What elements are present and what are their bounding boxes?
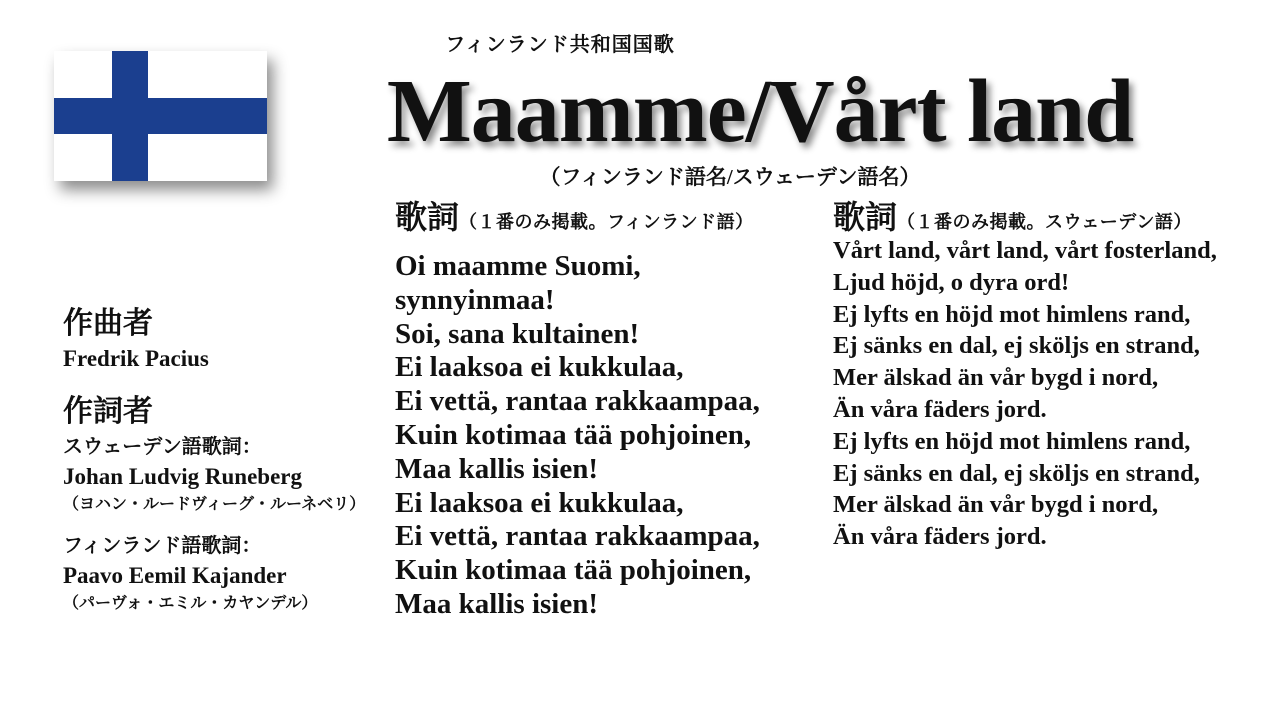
lyric-line: Oi maamme Suomi, <box>395 250 641 282</box>
lyric-line: Mer älskad än vår bygd i nord, <box>833 491 1159 519</box>
title-note: （フィンランド語名/スウェーデン語名） <box>539 165 921 189</box>
composer-name: Fredrik Pacius <box>63 346 209 371</box>
lyric-line: Ljud höjd, o dyra ord! <box>833 268 1070 296</box>
lyric-line: Kuin kotimaa tää pohjoinen, <box>395 418 752 451</box>
lyric-line: Än våra fäders jord. <box>833 523 1047 551</box>
swedish-lyricist-name: Johan Ludvig Runeberg <box>63 464 303 489</box>
finnish-lyricist-reading: （パーヴォ・エミル・カヤンデル） <box>63 595 318 612</box>
lyric-line: Mer älskad än vår bygd i nord, <box>833 364 1159 392</box>
finland-flag <box>54 51 267 181</box>
finnish-lyricist-label: フィンランド語歌詞： <box>63 535 262 557</box>
swedish-heading-label: 歌詞 <box>833 199 898 235</box>
flag-cross-horizontal <box>54 98 267 134</box>
lyric-line: Ej lyfts en höjd mot himlens rand, <box>833 427 1191 455</box>
lyric-line: Kuin kotimaa tää pohjoinen, <box>395 554 752 587</box>
finnish-lyricist-name: Paavo Eemil Kajander <box>63 563 287 588</box>
flag-cross-vertical <box>112 51 148 181</box>
lyric-line: Soi, sana kultainen! <box>395 317 640 350</box>
finnish-heading-note: （１番のみ掲載。フィンランド語） <box>459 212 754 232</box>
lyric-line: Ei laaksoa ei kukkulaa, <box>395 486 684 519</box>
lyric-line: synnyinmaa! <box>395 283 555 316</box>
lyric-line: Ej lyfts en höjd mot himlens rand, <box>833 300 1191 328</box>
credits-panel <box>63 304 373 616</box>
composer-role: 作曲者 <box>63 307 153 340</box>
swedish-lyricist-label: スウェーデン語歌詞： <box>63 436 262 458</box>
swedish-heading-note: （１番のみ掲載。スウェーデン語） <box>897 212 1192 232</box>
swedish-lyricist-reading: （ヨハン・ルードヴィーグ・ルーネベリ） <box>63 496 366 513</box>
lyric-line: Än våra fäders jord. <box>833 395 1047 423</box>
finnish-lyrics <box>395 250 760 622</box>
lyric-line: Ei vettä, rantaa rakkaampaa, <box>395 520 760 553</box>
lyricist-role: 作詞者 <box>63 395 153 428</box>
lyric-line: Ej sänks en dal, ej sköljs en strand, <box>833 459 1200 487</box>
swedish-lyrics-heading <box>833 192 1192 238</box>
lyric-line: Ei laaksoa ei kukkulaa, <box>395 351 684 384</box>
lyric-line: Vårt land, vårt land, vårt fosterland, <box>833 237 1217 264</box>
lyric-line: Ej sänks en dal, ej sköljs en strand, <box>833 332 1200 360</box>
anthem-subtitle: フィンランド共和国国歌 <box>445 34 675 56</box>
finnish-heading-label: 歌詞 <box>395 199 460 235</box>
lyric-line: Ei vettä, rantaa rakkaampaa, <box>395 385 760 418</box>
swedish-lyrics <box>833 235 1217 553</box>
finnish-lyrics-heading <box>395 192 754 238</box>
anthem-title: Maamme/Vårt land <box>386 62 1134 161</box>
lyric-line: Maa kallis isien! <box>395 587 599 620</box>
lyric-line: Maa kallis isien! <box>395 452 599 485</box>
